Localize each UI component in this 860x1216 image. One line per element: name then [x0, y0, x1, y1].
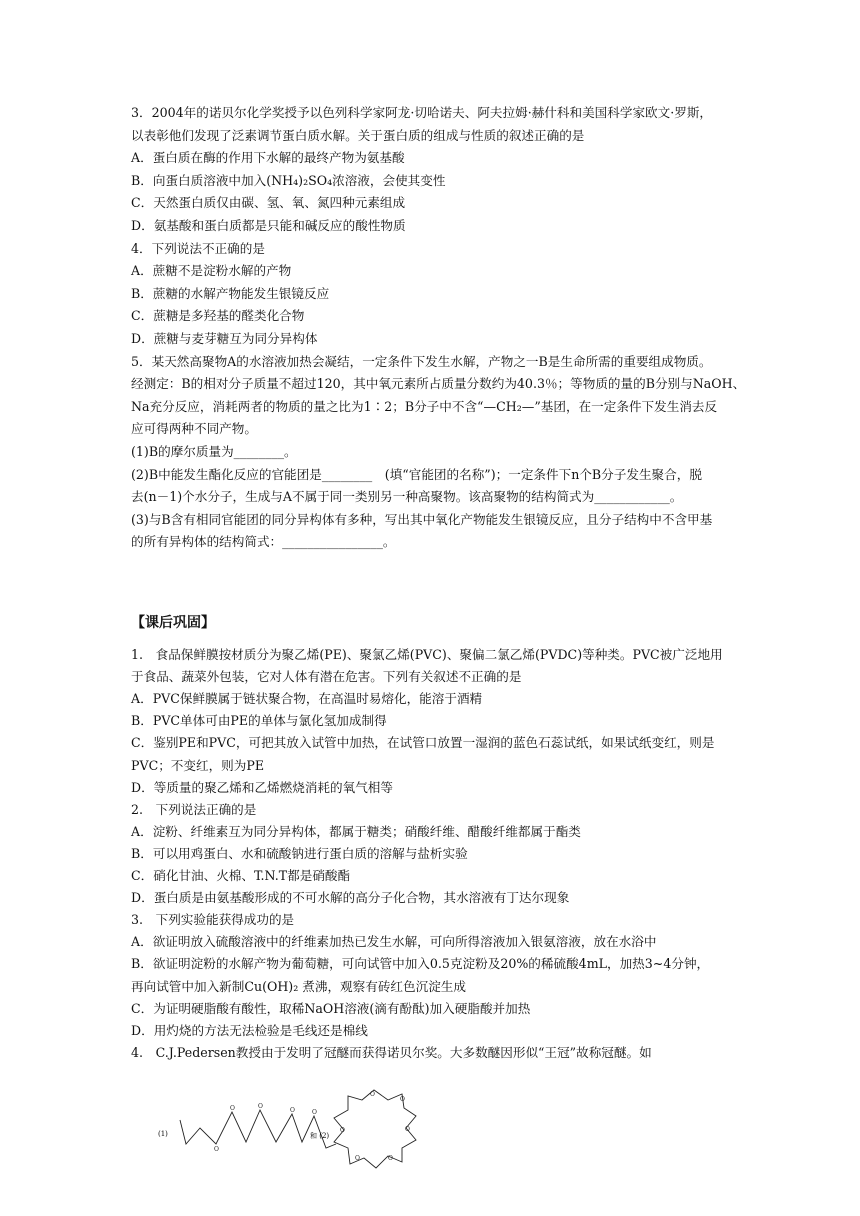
text-line: D．氨基酸和蛋白质都是只能和碱反应的酸性物质: [131, 218, 406, 233]
text-line: 3. 下列实验能获得成功的是: [131, 912, 295, 928]
text-line: A．欲证明放入硫酸溶液中的纤维素加热已发生水解，可向所得溶液加入银氨溶液，放在水浴中: [131, 934, 657, 950]
text-line: A．蔗糖不是淀粉水解的产物: [131, 263, 292, 279]
oxygen-atom: O: [290, 1107, 295, 1114]
text-line: (3)与B含有相同官能团的同分异构体有多种，写出其中氧化产物能发生银镜反应，且分子结构中不含甲基: [131, 511, 713, 527]
text-line: B．蔗糖的水解产物能发生银镜反应: [131, 285, 330, 301]
text-line: A．淀粉、纤维素互为同分异构体，都属于糖类；硝酸纤维、醋酸纤维都属于酯类: [131, 823, 581, 839]
text-line: C．鉴别PE和PVC，可把其放入试管中加热，在试管口放置一湿润的蓝色石蕊试纸，如果试纸变红，则是: [131, 735, 715, 751]
text-line: D．蔗糖与麦芽糖互为同分异构体: [131, 331, 318, 346]
crown-ether-diagram: [150, 1086, 420, 1172]
text-line: A．蛋白质在酶的作用下水解的最终产物为氨基酸: [131, 150, 405, 166]
text-line: B．欲证明淀粉的水解产物为葡萄糖，可向试管中加入0.5克淀粉及20%的稀硫酸4mL，加热3~4分钟，: [131, 956, 710, 972]
text-line: A．PVC保鲜膜属于链状聚合物，在高温时易熔化，能溶于酒精: [131, 691, 483, 707]
text-line: 4．下列说法不正确的是: [131, 240, 265, 256]
oxygen-atom: O: [400, 1096, 405, 1103]
text-line: (2)B中能发生酯化反应的官能团是________ (填“官能团的名称”)；一定条件下n个B分子发生聚合，脱: [131, 466, 702, 482]
text-line: D．蛋白质是由氨基酸形成的不可水解的高分子化合物，其水溶液有丁达尔现象: [131, 890, 570, 906]
text-line: Na充分反应，消耗两者的物质的量之比为1∶2；B分子中不含“—CH₂—”基团，在一定条件下发生消去反: [131, 398, 718, 414]
text-line: C．为证明硬脂酸有酸性，取稀NaOH溶液(滴有酚酞)加入硬脂酸并加热: [131, 1000, 531, 1016]
figure-label-2: 和 (2): [310, 1132, 330, 1140]
oxygen-atom: O: [355, 1155, 360, 1162]
text-line: 3．2004年的诺贝尔化学奖授予以色列科学家阿龙·切哈诺夫、阿夫拉姆·赫什科和美国科学家欧文·罗斯，: [131, 105, 713, 120]
text-line: B．向蛋白质溶液中加入(NH₄)₂SO₄浓溶液，会使其变性: [131, 172, 446, 188]
figure-label-1: (1): [158, 1130, 168, 1138]
text-line: 1. 食品保鲜膜按材质分为聚乙烯(PE)、聚氯乙烯(PVC)、聚偏二氯乙烯(PVDC)等种类。PVC被广泛地用: [131, 647, 723, 662]
text-line: D．等质量的聚乙烯和乙烯燃烧消耗的氧气相等: [131, 779, 393, 795]
linear-chain-oxygen-atoms: [214, 1103, 317, 1153]
ring-oxygen-atoms: [340, 1091, 410, 1162]
oxygen-atom: O: [214, 1146, 219, 1153]
oxygen-atom: O: [312, 1109, 317, 1116]
text-line: C．硝化甘油、火棉、T.N.T都是硝酸酯: [131, 868, 351, 883]
crown-ether-figure: [150, 1086, 420, 1172]
oxygen-atom: O: [230, 1105, 235, 1112]
text-line: 经测定：B的相对分子质量不超过120，其中氧元素所占质量分数约为40.3％；等物质的量的B分别与NaOH、: [131, 376, 746, 392]
text-line: B．PVC单体可由PE的单体与氯化氢加成制得: [131, 713, 387, 729]
text-line: B．可以用鸡蛋白、水和硫酸钠进行蛋白质的溶解与盐析实验: [131, 845, 468, 861]
text-line: 2. 下列说法正确的是: [131, 801, 257, 817]
oxygen-atom: O: [388, 1155, 393, 1162]
oxygen-atom: O: [370, 1091, 375, 1098]
text-line: 去(n－1)个水分子，生成与A不属于同一类别另一种高聚物。该高聚物的结构简式为____________。: [131, 489, 683, 505]
text-line: PVC；不变红，则为PE: [131, 757, 265, 773]
text-line: 5．某天然高聚物A的水溶液加热会凝结，一定条件下发生水解，产物之一B是生命所需的重要组成物质。: [131, 353, 712, 369]
text-line: C．天然蛋白质仅由碳、氢、氧、氮四种元素组成: [131, 195, 406, 211]
oxygen-atom: O: [258, 1103, 263, 1110]
text-line: 再向试管中加入新制Cu(OH)₂ 煮沸，观察有砖红色沉淀生成: [131, 978, 466, 994]
text-line: 4. C.J.Pedersen教授由于发明了冠醚而获得诺贝尔奖。大多数醚因形似“王冠”故称冠醚。如: [131, 1044, 652, 1060]
text-line: (1)B的摩尔质量为________。: [131, 444, 297, 459]
text-line: 的所有异构体的结构简式：________________。: [131, 534, 396, 550]
oxygen-atom: O: [340, 1127, 345, 1134]
text-line: D．用灼烧的方法无法检验是毛线还是棉线: [131, 1022, 368, 1038]
section-title: 【课后巩固】: [131, 615, 215, 631]
text-line: C．蔗糖是多羟基的醛类化合物: [131, 308, 305, 324]
text-line: 于食品、蔬菜外包装，它对人体有潜在危害。下列有关叙述不正确的是: [131, 669, 522, 685]
oxygen-atom: O: [405, 1126, 410, 1133]
text-line: 以表彰他们发现了泛素调节蛋白质水解。关于蛋白质的组成与性质的叙述正确的是: [131, 127, 585, 143]
text-line: 应可得两种不同产物。: [131, 421, 257, 437]
